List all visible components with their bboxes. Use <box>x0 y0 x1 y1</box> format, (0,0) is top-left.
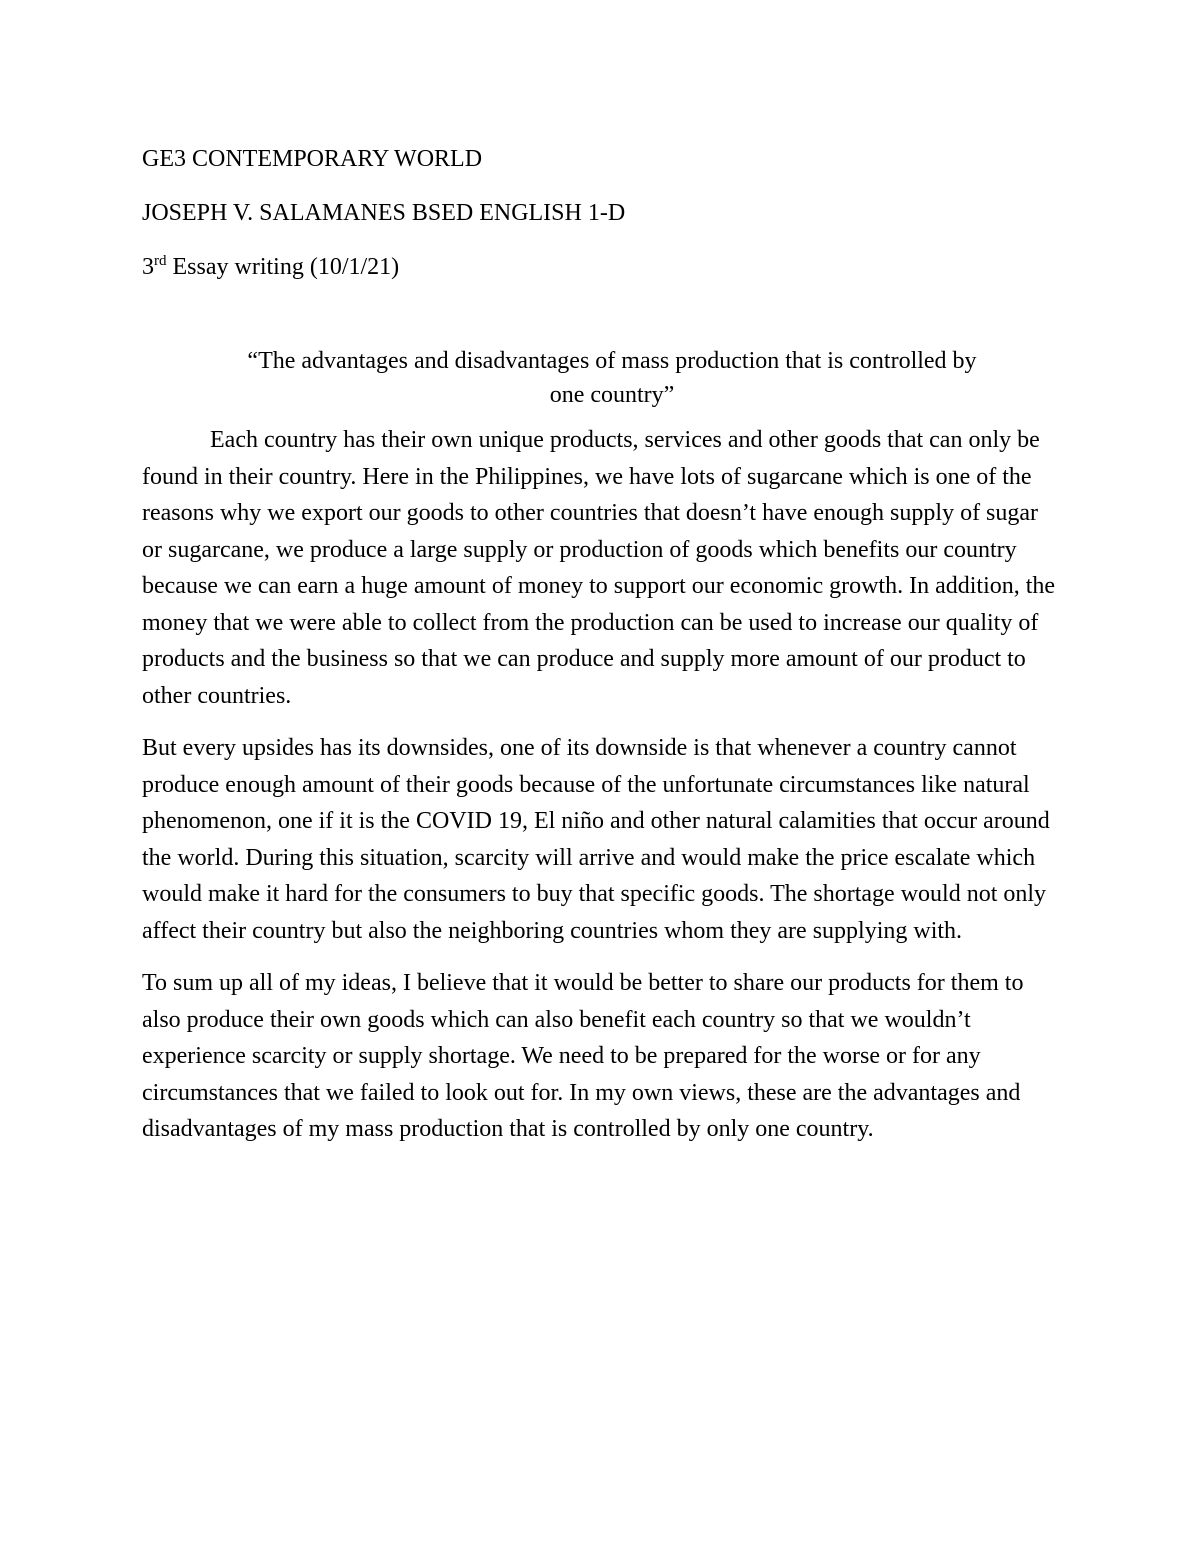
essay-number: 3 <box>142 254 154 280</box>
essay-label <box>142 248 1062 286</box>
essay-label-text: Essay writing (10/1/21) <box>166 254 400 280</box>
author-line: JOSEPH V. SALAMANES BSED ENGLISH 1-D <box>142 200 626 226</box>
essay-title-line-2: one country” <box>549 382 675 408</box>
essay-paragraph-1: Each country has their own unique products, services and other goods that can only be found in their country. Here in the Philippines, we have lots of sugarcane which is one of the reasons why we export our goods to other countries that doesn’t have enough supply of sugar or sugarcane, we produce a large supply or production of goods which benefits our country because we can earn a huge amount of money to support our economic growth. In addition, the money that we were able to collect from the production can be used to increase our quality of products and the business so that we can produce and supply more amount of our product to other countries. <box>142 427 1056 709</box>
document-body <box>142 140 1062 1164</box>
essay-paragraph-3: To sum up all of my ideas, I believe that it would be better to share our products for them to also produce their own goods which can also benefit each country so that we wouldn’t experience scarcity or supply shortage. We need to be prepared for the worse or for any circumstances that we failed to look out for. In my own views, these are the advantages and disadvantages of my mass production that is controlled by only one country. <box>142 970 1024 1142</box>
essay-title-line-1: “The advantages and disadvantages of mass production that is controlled by <box>247 348 977 374</box>
essay-paragraph-2: But every upsides has its downsides, one of its downside is that whenever a country cannot produce enough amount of their goods because of the unfortunate circumstances like natural phenomenon, one if it is the COVID 19, El niño and other natural calamities that occur around the world. During this situation, scarcity will arrive and would make the price escalate which would make it hard for the consumers to buy that specific goods. The shortage would not only affect their country but also the neighboring countries whom they are supplying with. <box>142 735 1050 944</box>
course-title: GE3 CONTEMPORARY WORLD <box>142 146 483 172</box>
essay-ordinal-suffix: rd <box>154 253 167 269</box>
essay-title <box>142 344 1062 412</box>
